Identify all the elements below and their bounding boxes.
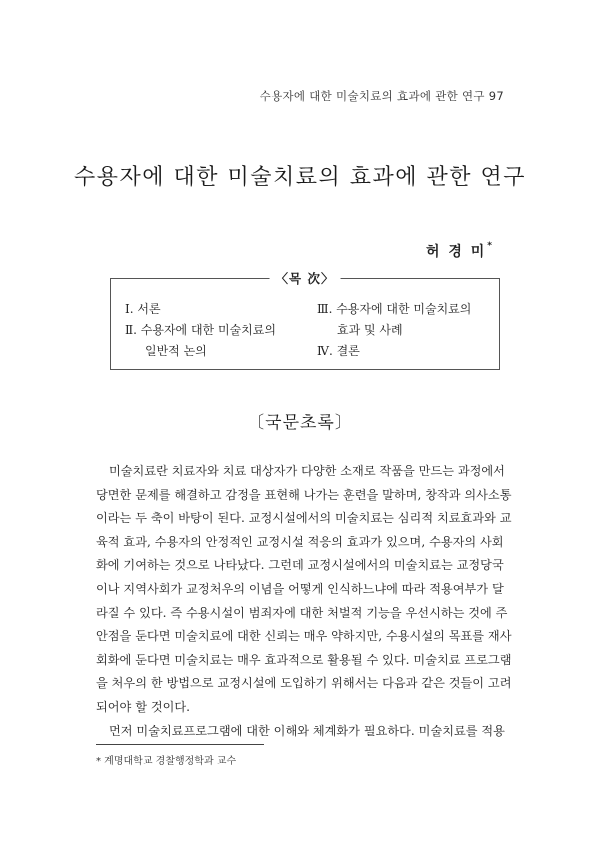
footnote: * 계명대학교 경찰행정학과 교수 — [96, 756, 237, 767]
toc-item: Ⅲ. 수용자에 대한 미술치료의 — [317, 302, 472, 316]
author — [426, 241, 494, 261]
body-line: 을 처우의 한 방법으로 교정시설에 도입하기 위해서는 다음과 같은 것들이 고려 — [96, 676, 512, 691]
author-footnote-mark: * — [487, 241, 494, 252]
body-line: 이라는 두 축이 바탕이 된다. 교정시설에서의 미술치료는 심리적 치료효과와 교 — [96, 511, 512, 526]
body-line: 먼저 미술치료프로그램에 대한 이해와 체계화가 필요하다. 미술치료를 적용 — [109, 723, 505, 738]
body-line: 되어야 할 것이다. — [96, 699, 191, 714]
paper-title: 수용자에 대한 미술치료의 효과에 관한 연구 — [73, 165, 526, 190]
toc-item: Ⅱ. 수용자에 대한 미술치료의 — [125, 323, 276, 337]
toc-item: Ⅰ. 서론 — [125, 302, 161, 316]
running-header: 수용자에 대한 미술치료의 효과에 관한 연구 97 — [259, 89, 504, 103]
toc-heading: 〈목 次〉 — [270, 269, 341, 287]
body-line: 미술치료란 치료자와 치료 대상자가 다양한 소재로 작품을 만드는 과정에서 — [109, 464, 505, 478]
footnote-rule — [96, 744, 264, 745]
abstract-body — [96, 460, 512, 743]
toc-item: 일반적 논의 — [145, 344, 207, 358]
body-line: 육적 효과, 수용자의 안정적인 교정시설 적응의 효과가 있으며, 수용자의 사회 — [96, 534, 504, 549]
toc-right-column — [317, 299, 471, 362]
body-line: 회화에 둔다면 미술치료는 매우 효과적으로 활용될 수 있다. 미술치료 프로그램 — [96, 652, 512, 667]
body-line: 화에 기여하는 것으로 나타났다. 그런데 교정시설에서의 미술치료는 교정당국 — [96, 558, 504, 573]
body-line: 당면한 문제를 해결하고 감정을 표현해 나가는 훈련을 말하며, 창작과 의사소통 — [96, 487, 512, 502]
abstract-heading: 〔국문초록〕 — [247, 413, 353, 433]
toc-item: Ⅳ. 결론 — [317, 344, 360, 358]
author-name: 허 경 미 — [425, 244, 487, 260]
body-line: 안점을 둔다면 미술치료에 대한 신뢰는 매우 약하지만, 수용시설의 목표를 재사 — [96, 629, 512, 644]
body-line: 이나 지역사회가 교정처우의 이념을 어떻게 인식하느냐에 따라 적용여부가 달 — [96, 581, 504, 596]
body-line: 라질 수 있다. 즉 수용시설이 범죄자에 대한 처벌적 기능을 우선시하는 것에 주 — [96, 605, 508, 620]
toc-left-column — [125, 299, 276, 362]
toc-item: 효과 및 사례 — [337, 323, 403, 337]
table-of-contents — [110, 271, 500, 370]
